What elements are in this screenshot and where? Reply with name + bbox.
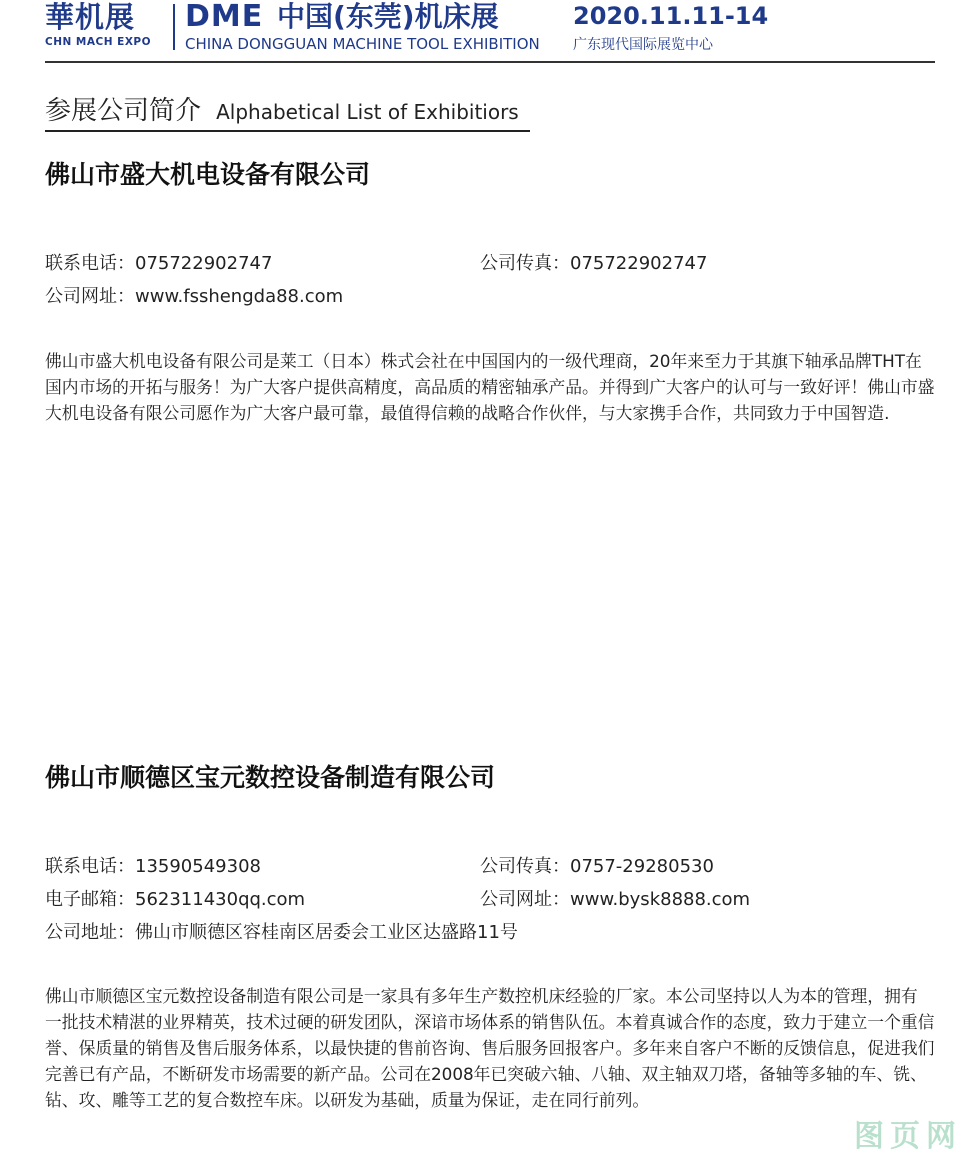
company-address: 公司地址：佛山市顺德区容桂南区居委会工业区达盛路11号: [45, 922, 518, 943]
company-phone: 联系电话：13590549308: [45, 856, 261, 877]
company-fax: 公司传真：0757-29280530: [480, 856, 714, 877]
section-title: [45, 90, 530, 132]
company-email: 电子邮箱：562311430qq.com: [45, 889, 306, 910]
logo-cn: 華机展: [45, 0, 136, 34]
section-title-cn: 参展公司简介: [45, 96, 202, 126]
exhibition-header: [45, 0, 935, 64]
exhibition-title-en: CHINA DONGGUAN MACHINE TOOL EXHIBITION: [185, 35, 540, 53]
company-website: 公司网址：www.fsshengda88.com: [45, 286, 344, 307]
exhibition-date: 2020.11.11-14: [573, 2, 769, 30]
exhibition-venue: 广东现代国际展览中心: [573, 37, 713, 53]
company-fax: 公司传真：075722902747: [480, 253, 708, 274]
company-description: 佛山市顺德区宝元数控设备制造有限公司是一家具有多年生产数控机床经验的厂家。本公司坚持以人为本的管理，拥有 一批技术精湛的业界精英，技术过硬的研发团队，深谙市场体系的销售队伍。本着真诚合作的态度，致力于建立一个重信誉、保质量的销售及售后服务体系，以最快捷的售前咨询、售后服务回报客户。多年来自客户不断的反馈信息，促进我们完善已有产品，不断研发市场需要的新产品。公司在2008年已突破六轴、八轴、双主轴双刀塔，备轴等多轴的车、铣、钻、攻、雕等工艺的复合数控车床。以研发为基础，质量为保证，走在同行前列。: [45, 986, 935, 1110]
company-name: 佛山市盛大机电设备有限公司: [45, 160, 371, 189]
company-entry: [45, 758, 935, 1158]
section-title-en: Alphabetical List of Exhibitiors: [216, 100, 519, 124]
company-website: 公司网址：www.bysk8888.com: [480, 889, 751, 910]
watermark: 图页网: [854, 1119, 962, 1154]
company-description: 佛山市盛大机电设备有限公司是莱工（日本）株式会社在中国国内的一级代理商，20年来至力于其旗下轴承品牌THT在国内市场的开拓与服务！为广大客户提供高精度，高品质的精密轴承产品。并得到广大客户的认可与一致好评！佛山市盛大机电设备有限公司愿作为广大客户最可靠，最值得信赖的战略合作伙伴，与大家携手合作，共同致力于中国智造.: [45, 351, 935, 423]
header-divider: [173, 4, 175, 50]
company-name: 佛山市顺德区宝元数控设备制造有限公司: [45, 763, 496, 792]
company-entry: [45, 155, 935, 475]
dme-logo: DME: [185, 0, 264, 34]
exhibition-title-cn: 中国(东莞)机床展: [277, 0, 499, 33]
header-rule: [45, 61, 935, 63]
logo-en: CHN MACH EXPO: [45, 36, 152, 48]
company-phone: 联系电话：075722902747: [45, 253, 273, 274]
